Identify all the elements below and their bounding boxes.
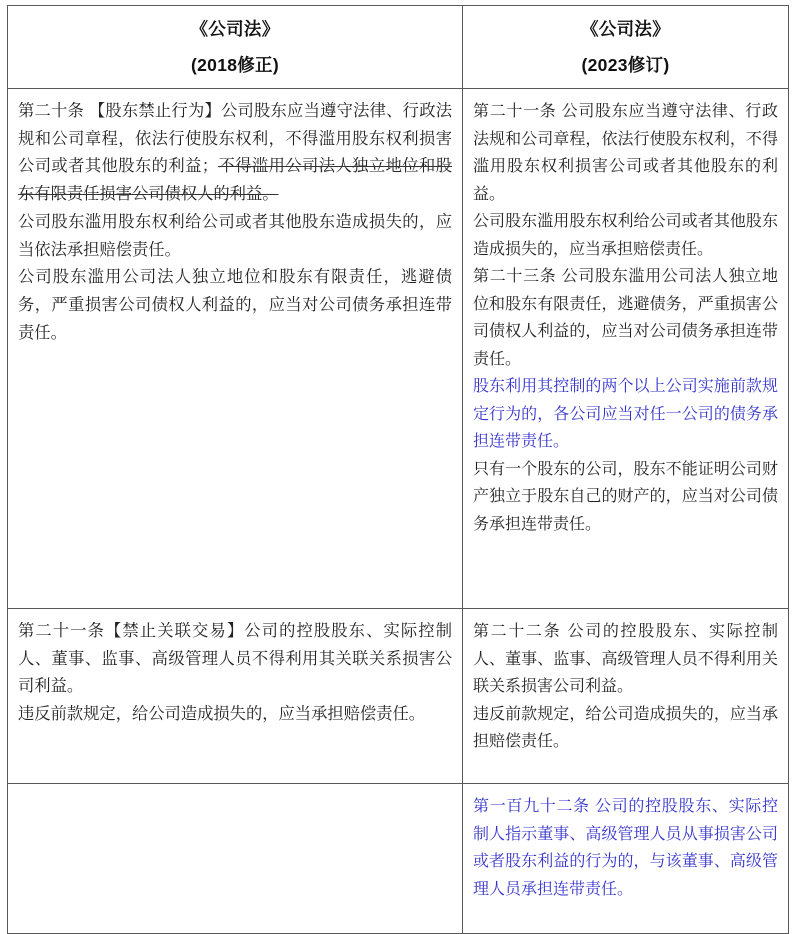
- header-subtitle-2023: (2023修订): [581, 54, 670, 75]
- body-text: 公司股东滥用股东权利给公司或者其他股东造成损失的，应当依法承担赔偿责任。: [18, 212, 452, 259]
- law-paragraph: [473, 263, 778, 373]
- cell-row1-2023: [463, 89, 789, 609]
- table-row: [8, 609, 789, 784]
- body-text: 公司股东滥用股东权利给公司或者其他股东造成损失的，应当承担赔偿责任。: [473, 213, 778, 258]
- law-paragraph: [473, 98, 778, 208]
- law-paragraph: [473, 208, 778, 263]
- deleted-text: 不得滥用公司法人独立地位和股东有限责任损害公司债权人的利益。: [18, 157, 452, 204]
- cell-row3-2018-empty: [8, 784, 463, 934]
- table-row: [8, 89, 789, 609]
- header-cell-2018: [8, 6, 463, 89]
- table-header-row: [8, 6, 789, 89]
- law-paragraph: [18, 264, 452, 347]
- added-text: 股东利用其控制的两个以上公司实施前款规定行为的，各公司应当对任一公司的债务承担连带责任。: [473, 378, 778, 451]
- header-title-2018: 《公司法》: [190, 19, 280, 39]
- body-text: 第二十三条 公司股东滥用公司法人独立地位和股东有限责任，逃避债务，严重损害公司债权人利益的，应当对公司债务承担连带责任。: [473, 268, 778, 368]
- added-text: 第一百九十二条 公司的控股股东、实际控制人指示董事、高级管理人员从事损害公司或者股东利益的行为的，与该董事、高级管理人员承担连带责任。: [473, 798, 778, 898]
- law-paragraph: [18, 209, 452, 264]
- paragraph-group: [473, 793, 778, 903]
- paragraph-group: [473, 618, 778, 756]
- company-law-comparison-table: [7, 5, 789, 934]
- body-text: 第二十一条 公司股东应当遵守法律、行政法规和公司章程，依法行使股东权利，不得滥用股东权利损害公司或者其他股东的利益。: [473, 103, 778, 203]
- header-subtitle-2018: (2018修正): [191, 54, 279, 75]
- law-paragraph: [18, 618, 452, 701]
- law-paragraph: [473, 373, 778, 456]
- body-text: 只有一个股东的公司，股东不能证明公司财产独立于股东自己的财产的，应当对公司债务承担连带责任。: [473, 460, 778, 533]
- header-title-2023: 《公司法》: [581, 19, 670, 39]
- body-text: 第二十条 【股东禁止行为】公司股东应当遵守法律、行政法规和公司章程，依法行使股东权利，不得滥用股东权利损害公司或者其他股东的利益；: [18, 102, 452, 176]
- law-paragraph: [473, 456, 778, 539]
- cell-row2-2018: [8, 609, 463, 784]
- paragraph-group: [18, 618, 452, 729]
- body-text: 违反前款规定，给公司造成损失的，应当承担赔偿责任。: [18, 705, 426, 724]
- law-paragraph: [473, 701, 778, 756]
- law-paragraph: [473, 793, 778, 903]
- law-paragraph: [18, 701, 452, 729]
- body-text: 公司股东滥用公司法人独立地位和股东有限责任，逃避债务，严重损害公司债权人利益的，应当对公司债务承担连带责任。: [18, 268, 452, 342]
- table-row: [8, 784, 789, 934]
- law-paragraph: [18, 98, 452, 209]
- cell-row2-2023: [463, 609, 789, 784]
- header-cell-2023: [463, 6, 789, 89]
- cell-row1-2018: [8, 89, 463, 609]
- law-paragraph: [473, 618, 778, 701]
- table-body: [8, 6, 789, 934]
- body-text: 违反前款规定，给公司造成损失的，应当承担赔偿责任。: [473, 705, 778, 751]
- body-text: 第二十一条【禁止关联交易】公司的控股股东、实际控制人、董事、监事、高级管理人员不得利用其关联关系损害公司利益。: [18, 622, 452, 696]
- body-text: 第二十二条 公司的控股股东、实际控制人、董事、监事、高级管理人员不得利用关联关系损害公司利益。: [473, 623, 778, 696]
- paragraph-group: [18, 98, 452, 347]
- cell-row3-2023: [463, 784, 789, 934]
- paragraph-group: [473, 98, 778, 538]
